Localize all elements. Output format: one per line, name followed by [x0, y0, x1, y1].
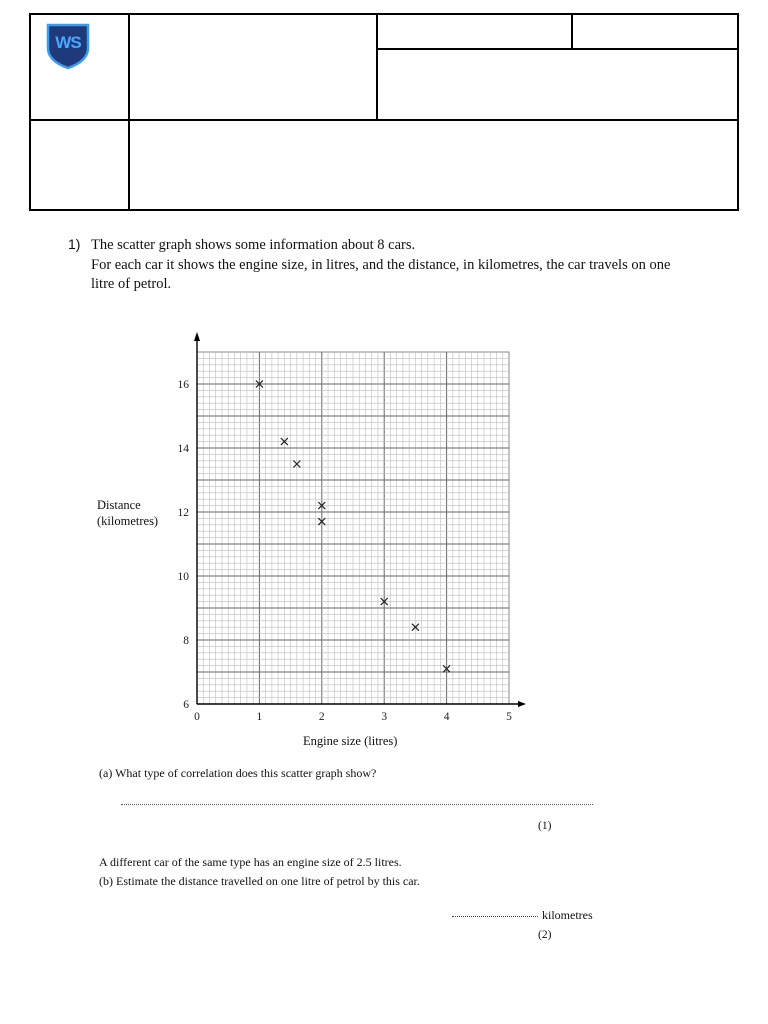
- part-b-marks: (2): [538, 929, 552, 941]
- y-tick-label: 10: [177, 571, 189, 583]
- question-line-3: litre of petrol.: [91, 276, 172, 292]
- y-tick-label: 6: [183, 699, 189, 711]
- part-b-question: (b) Estimate the distance travelled on one litre of petrol by this car.: [99, 874, 420, 888]
- part-a-answer-line[interactable]: [121, 804, 593, 805]
- x-tick-label: 2: [318, 711, 325, 723]
- x-tick-label: 0: [194, 711, 200, 723]
- y-axis-label: [97, 497, 158, 529]
- y-tick-label: 14: [177, 443, 189, 455]
- y-tick-label: 12: [177, 507, 189, 519]
- question-number: 1): [68, 236, 81, 252]
- y-tick-label: 16: [177, 379, 189, 391]
- x-tick-label: 4: [443, 711, 450, 723]
- part-b-intro: A different car of the same type has an engine size of 2.5 litres.: [99, 855, 402, 869]
- question-line-2: For each car it shows the engine size, in litres, and the distance, in kilometres, the car travels on one: [91, 256, 671, 273]
- x-tick-label: 5: [506, 711, 512, 723]
- y-axis-arrow-icon: [194, 332, 200, 341]
- part-b-unit: kilometres: [542, 908, 593, 922]
- y-axis-label-line-1: Distance: [97, 498, 141, 512]
- x-axis-label: Engine size (litres): [303, 734, 398, 748]
- question-line-1: The scatter graph shows some information about 8 cars.: [91, 237, 416, 253]
- part-a-marks: (1): [538, 820, 552, 832]
- part-b-answer: [452, 908, 593, 923]
- logo-text: WS: [55, 33, 81, 52]
- part-a-question: (a) What type of correlation does this scatter graph show?: [99, 766, 377, 780]
- y-axis-label-line-2: (kilometres): [97, 514, 159, 528]
- x-tick-label: 1: [256, 711, 263, 723]
- x-tick-label: 3: [381, 711, 388, 723]
- y-tick-label: 8: [183, 635, 189, 647]
- part-b-answer-line[interactable]: [452, 916, 538, 917]
- x-axis-arrow-icon: [518, 701, 526, 707]
